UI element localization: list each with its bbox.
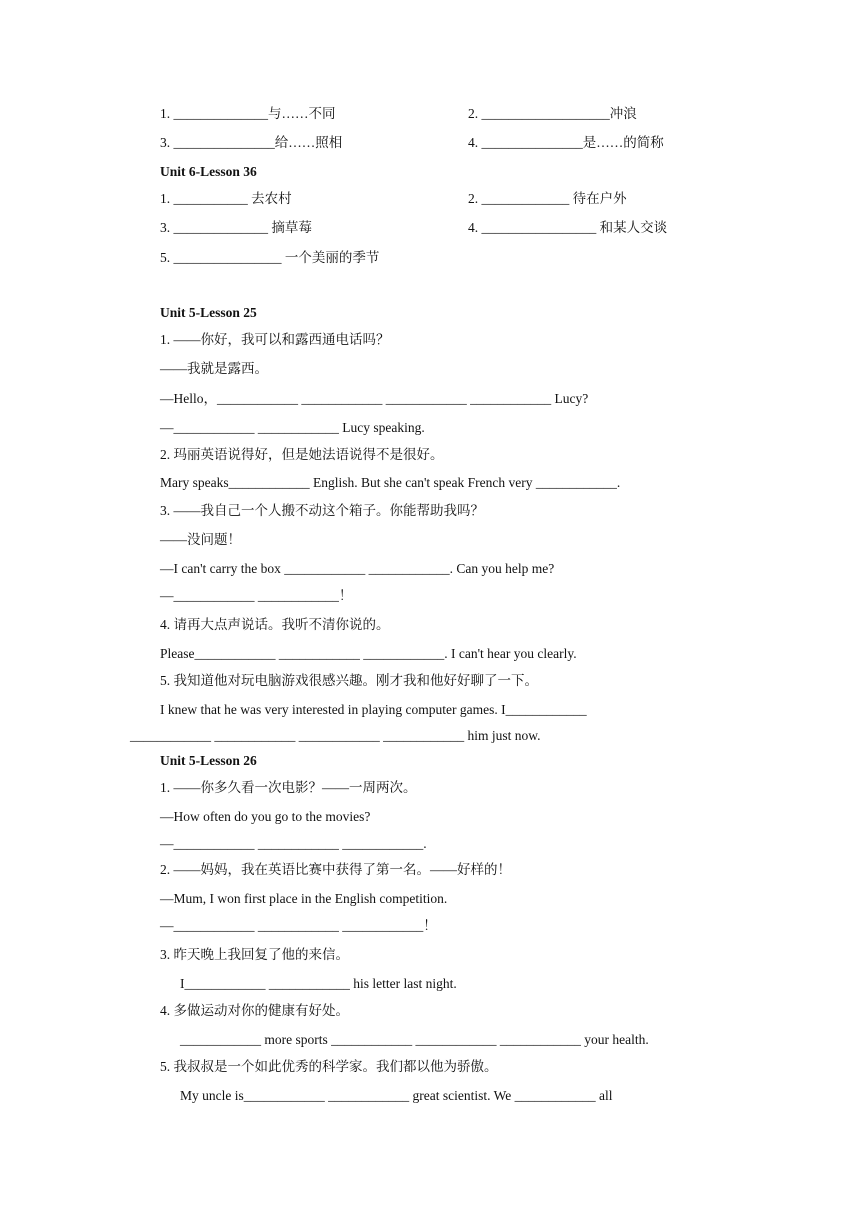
lesson26-q1-chinese: 1. ——你多久看一次电影？——一周两次。 — [160, 780, 417, 795]
lesson25-q1-chinese-b: ——我就是露西。 — [160, 361, 268, 376]
lesson25-q3-chinese-b: ——没问题！ — [160, 532, 241, 547]
lesson25-q2-chinese: 2. 玛丽英语说得好，但是她法语说得不是很好。 — [160, 447, 444, 462]
lesson25-q5-english-b: ____________ ____________ ____________ ____________ him just now. — [130, 728, 541, 743]
lesson25-q1-chinese-a: 1. ——你好，我可以和露西通电话吗？ — [160, 332, 390, 347]
lesson36-item-3: 3. ______________ 摘草莓 — [160, 220, 312, 235]
vocab-item-1: 1. ______________与……不同 — [160, 106, 336, 121]
vocab-item-4: 4. _______________是……的简称 — [468, 135, 664, 150]
lesson25-q1-english-b: —____________ ____________ Lucy speaking. — [160, 420, 425, 435]
lesson25-q4-chinese: 4. 请再大点声说话。我听不清你说的。 — [160, 617, 390, 632]
lesson25-q2-english: Mary speaks____________ English. But she can't speak French very ____________. — [160, 475, 621, 490]
lesson26-heading: Unit 5-Lesson 26 — [160, 753, 257, 768]
lesson25-q4-english: Please____________ ____________ ____________. I can't hear you clearly. — [160, 646, 577, 661]
lesson36-item-2: 2. _____________ 待在户外 — [468, 191, 627, 206]
lesson25-q3-english-b: —____________ ____________！ — [160, 588, 353, 603]
lesson26-q2-english-a: —Mum, I won first place in the English competition. — [160, 891, 448, 906]
lesson26-q1-english-b: —____________ ____________ ____________. — [160, 836, 427, 851]
lesson36-item-1: 1. ___________ 去农村 — [160, 191, 292, 206]
vocab-item-3: 3. _______________给……照相 — [160, 135, 343, 150]
lesson26-q2-chinese: 2. ——妈妈，我在英语比赛中获得了第一名。——好样的！ — [160, 862, 511, 877]
vocab-item-2: 2. ___________________冲浪 — [468, 106, 637, 121]
lesson25-q1-english-a: —Hello，____________ ____________ ____________ ____________ Lucy? — [160, 391, 589, 406]
lesson26-q5-chinese: 5. 我叔叔是一个如此优秀的科学家。我们都以他为骄傲。 — [160, 1059, 498, 1074]
lesson25-heading: Unit 5-Lesson 25 — [160, 305, 257, 320]
lesson25-q5-chinese: 5. 我知道他对玩电脑游戏很感兴趣。刚才我和他好好聊了一下。 — [160, 673, 538, 688]
lesson36-heading: Unit 6-Lesson 36 — [160, 164, 257, 179]
lesson25-q3-chinese-a: 3. ——我自己一个人搬不动这个箱子。你能帮助我吗？ — [160, 503, 484, 518]
lesson26-q3-chinese: 3. 昨天晚上我回复了他的来信。 — [160, 947, 349, 962]
lesson26-q3-english: I____________ ____________ his letter last night. — [180, 976, 457, 991]
lesson26-q2-english-b: —____________ ____________ ____________！ — [160, 918, 437, 933]
lesson25-q5-english-a: I knew that he was very interested in playing computer games. I____________ — [160, 702, 587, 717]
lesson26-q5-english: My uncle is____________ ____________ great scientist. We ____________ all — [180, 1088, 613, 1103]
lesson26-q4-chinese: 4. 多做运动对你的健康有好处。 — [160, 1003, 349, 1018]
lesson36-item-5: 5. ________________ 一个美丽的季节 — [160, 250, 380, 265]
lesson26-q1-english-a: —How often do you go to the movies? — [160, 809, 371, 824]
lesson25-q3-english-a: —I can't carry the box ____________ ____________. Can you help me? — [160, 561, 555, 576]
lesson36-item-4: 4. _________________ 和某人交谈 — [468, 220, 668, 235]
lesson26-q4-english: ____________ more sports ____________ ____________ ____________ your health. — [180, 1032, 649, 1047]
